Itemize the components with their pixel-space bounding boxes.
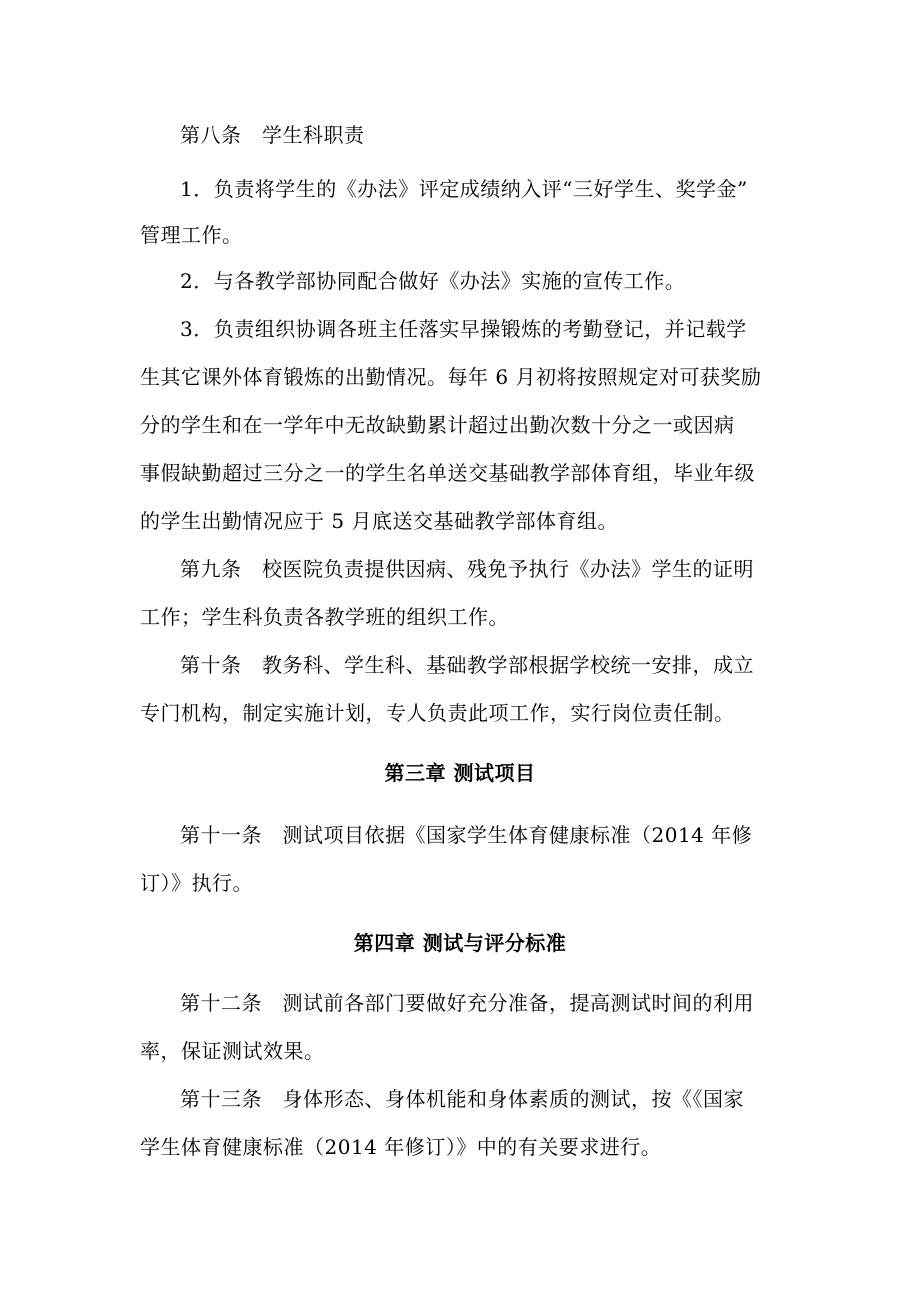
article-9-line: 第九条 校医院负责提供因病、残免予执行《办法》学生的证明 [180,557,754,581]
paragraph-line: 管理工作。 [140,223,243,247]
paragraph-line: 工作；学生科负责各教学班的组织工作。 [140,605,509,629]
paragraph-line: 分的学生和在一学年中无故缺勤累计超过出勤次数十分之一或因病 [140,413,735,437]
paragraph-line: 生其它课外体育锻炼的出勤情况。每年 6 月初将按照规定对可获奖励 [140,365,762,389]
paragraph-line: 3．负责组织协调各班主任落实早操锻炼的考勤登记，并记载学 [180,317,747,341]
article-10-line: 第十条 教务科、学生科、基础教学部根据学校统一安排，成立 [180,653,754,677]
article-12-line: 第十二条 测试前各部门要做好充分准备，提高测试时间的利用 [180,991,754,1015]
paragraph-line: 1．负责将学生的《办法》评定成绩纳入评“三好学生、奖学金” [180,177,748,201]
paragraph-line: 事假缺勤超过三分之一的学生名单送交基础教学部体育组，毕业年级 [140,461,755,485]
paragraph-line: 专门机构，制定实施计划，专人负责此项工作，实行岗位责任制。 [140,701,735,725]
chapter-4-heading: 第四章 测试与评分标准 [353,931,567,955]
paragraph-line: 2．与各教学部协同配合做好《办法》实施的宣传工作。 [180,269,686,293]
paragraph-line: 订）》执行。 [140,871,253,895]
article-8-title: 第八条 学生科职责 [180,123,365,147]
paragraph-line: 率，保证测试效果。 [140,1039,325,1063]
chapter-3-heading: 第三章 测试项目 [384,761,536,785]
paragraph-line: 的学生出勤情况应于 5 月底送交基础教学部体育组。 [140,509,618,533]
paragraph-line: 学生体育健康标准（2014 年修订）》中的有关要求进行。 [140,1135,662,1159]
article-11-line: 第十一条 测试项目依据《国家学生体育健康标准（2014 年修 [180,823,753,847]
article-13-line: 第十三条 身体形态、身体机能和身体素质的测试，按《《国家 [180,1087,744,1111]
